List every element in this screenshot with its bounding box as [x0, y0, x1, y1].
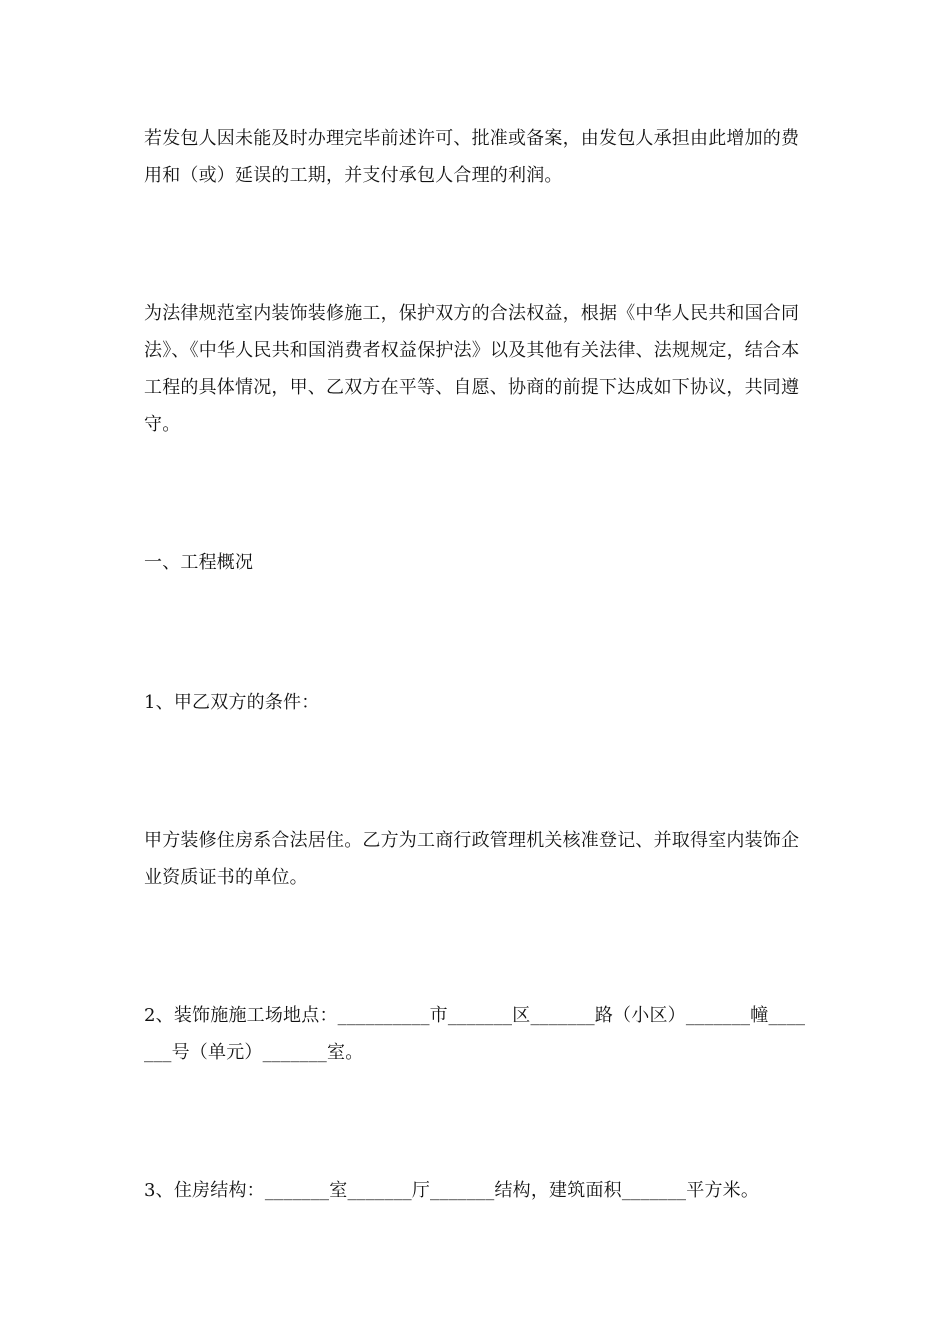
- clause-2-site-address: 2、装饰施施工场地点：__________市_______区_______路（小区）_______幢_______号（单元）_______室。: [144, 1005, 806, 1063]
- section-heading-project-overview: 一、工程概况: [144, 552, 254, 573]
- clause-3-housing-structure: 3、住房结构：_______室_______厅_______结构，建筑面积_______平方米。: [144, 1180, 760, 1201]
- clause-1-heading: 1、甲乙双方的条件：: [144, 692, 320, 713]
- paragraph-contract-basis: 为法律规范室内装饰装修施工，保护双方的合法权益，根据《中华人民共和国合同法》、《中华人民共和国消费者权益保护法》以及其他有关法律、法规规定，结合本工程的具体情况，甲、乙双方在平等、自愿、协商的前提下达成如下协议，共同遵守。: [144, 303, 800, 435]
- clause-1-body: 甲方装修住房系合法居住。乙方为工商行政管理机关核准登记、并取得室内装饰企业资质证书的单位。: [144, 830, 800, 888]
- paragraph-approval-delay: 若发包人因未能及时办理完毕前述许可、批准或备案，由发包人承担由此增加的费用和（或）延误的工期，并支付承包人合理的利润。: [144, 128, 800, 186]
